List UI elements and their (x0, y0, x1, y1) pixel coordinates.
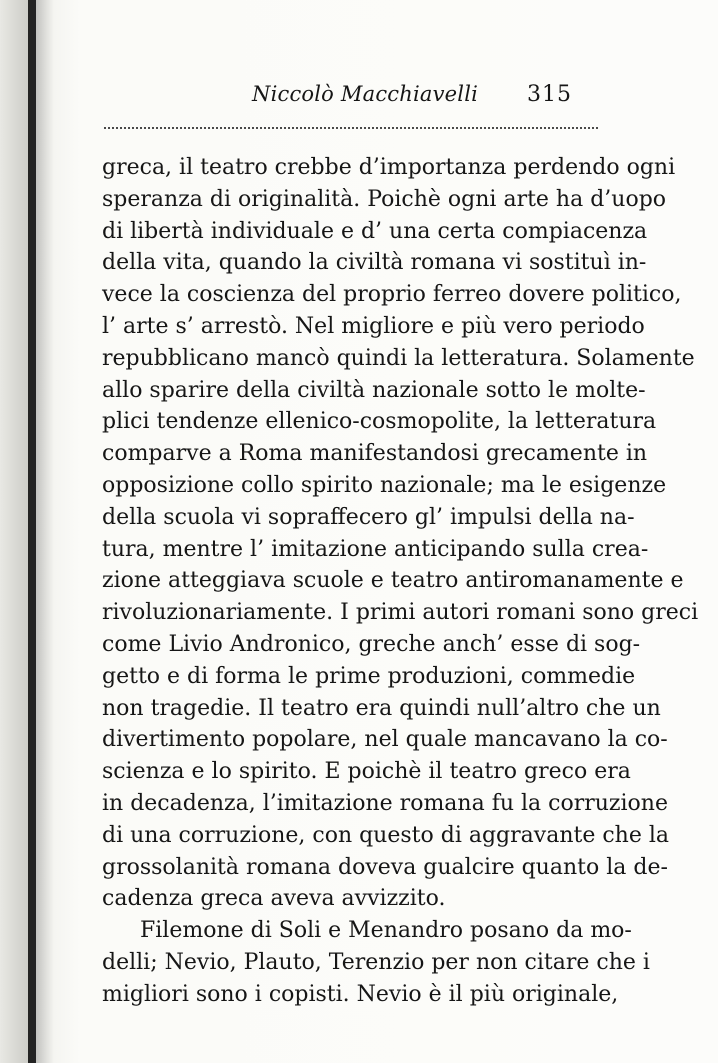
text-line: in decadenza, l’imitazione romana fu la corruzione (102, 790, 668, 816)
text-line: plici tendenze ellenico-cosmopolite, la letteratura (102, 409, 657, 435)
text-line: comparve a Roma manifestandosi grecamente in (102, 441, 648, 467)
text-line: rivoluzionariamente. I primi autori romani sono greci (102, 600, 699, 626)
text-line: Filemone di Soli e Menandro posano da mo- (140, 918, 632, 944)
running-title: Niccolò Macchiavelli (252, 82, 479, 106)
text-line: opposizione collo spirito nazionale; ma le esigenze (102, 472, 667, 498)
text-line: non tragedie. Il teatro era quindi null’altro che un (102, 695, 661, 721)
page-header (100, 74, 600, 110)
text-line: di una corruzione, con questo di aggravante che la (102, 822, 669, 848)
text-line: getto e di forma le prime produzioni, commedie (102, 663, 636, 689)
text-line: scienza e lo spirito. E poichè il teatro greco era (102, 759, 631, 785)
text-line: della vita, quando la civiltà romana vi sostituì in- (102, 250, 647, 276)
text-line: vece la coscienza del proprio ferreo dovere politico, (102, 282, 682, 308)
text-line: delli; Nevio, Plauto, Terenzio per non citare che i (102, 949, 650, 975)
text-line: zione atteggiava scuole e teatro antiromanamente e (102, 568, 684, 594)
text-line: grossolanità romana doveva gualcire quanto la de- (102, 854, 668, 880)
book-spine (28, 0, 36, 1063)
text-line: come Livio Andronico, greche anch’ esse di sog- (102, 631, 641, 657)
page-number: 315 (527, 82, 572, 107)
text-line: cadenza greca aveva avvizzito. (102, 886, 446, 912)
text-line: greca, il teatro crebbe d’importanza perdendo ogni (102, 155, 676, 180)
text-line: della scuola vi sopraffecero gl’ impulsi della na- (102, 504, 635, 530)
header-dotted-rule (104, 127, 598, 129)
left-page-edge (0, 0, 28, 1063)
text-line: l’ arte s’ arrestò. Nel migliore e più vero periodo (102, 313, 645, 339)
text-line: allo sparire della civiltà nazionale sotto le molte- (102, 377, 646, 403)
spine-shadow (36, 0, 54, 1063)
text-line: divertimento popolare, nel quale mancavano la co- (102, 727, 668, 753)
text-line: di libertà individuale e d’ una certa compiacenza (102, 218, 648, 244)
text-line: repubblicano mancò quindi la letteratura. Solamente (102, 345, 695, 371)
text-line: tura, mentre l’ imitazione anticipando sulla crea- (102, 536, 649, 562)
text-line: speranza di originalità. Poichè ogni arte ha d’uopo (102, 186, 667, 212)
text-line: migliori sono i copisti. Nevio è il più originale, (102, 981, 619, 1007)
body-text (102, 152, 699, 1011)
